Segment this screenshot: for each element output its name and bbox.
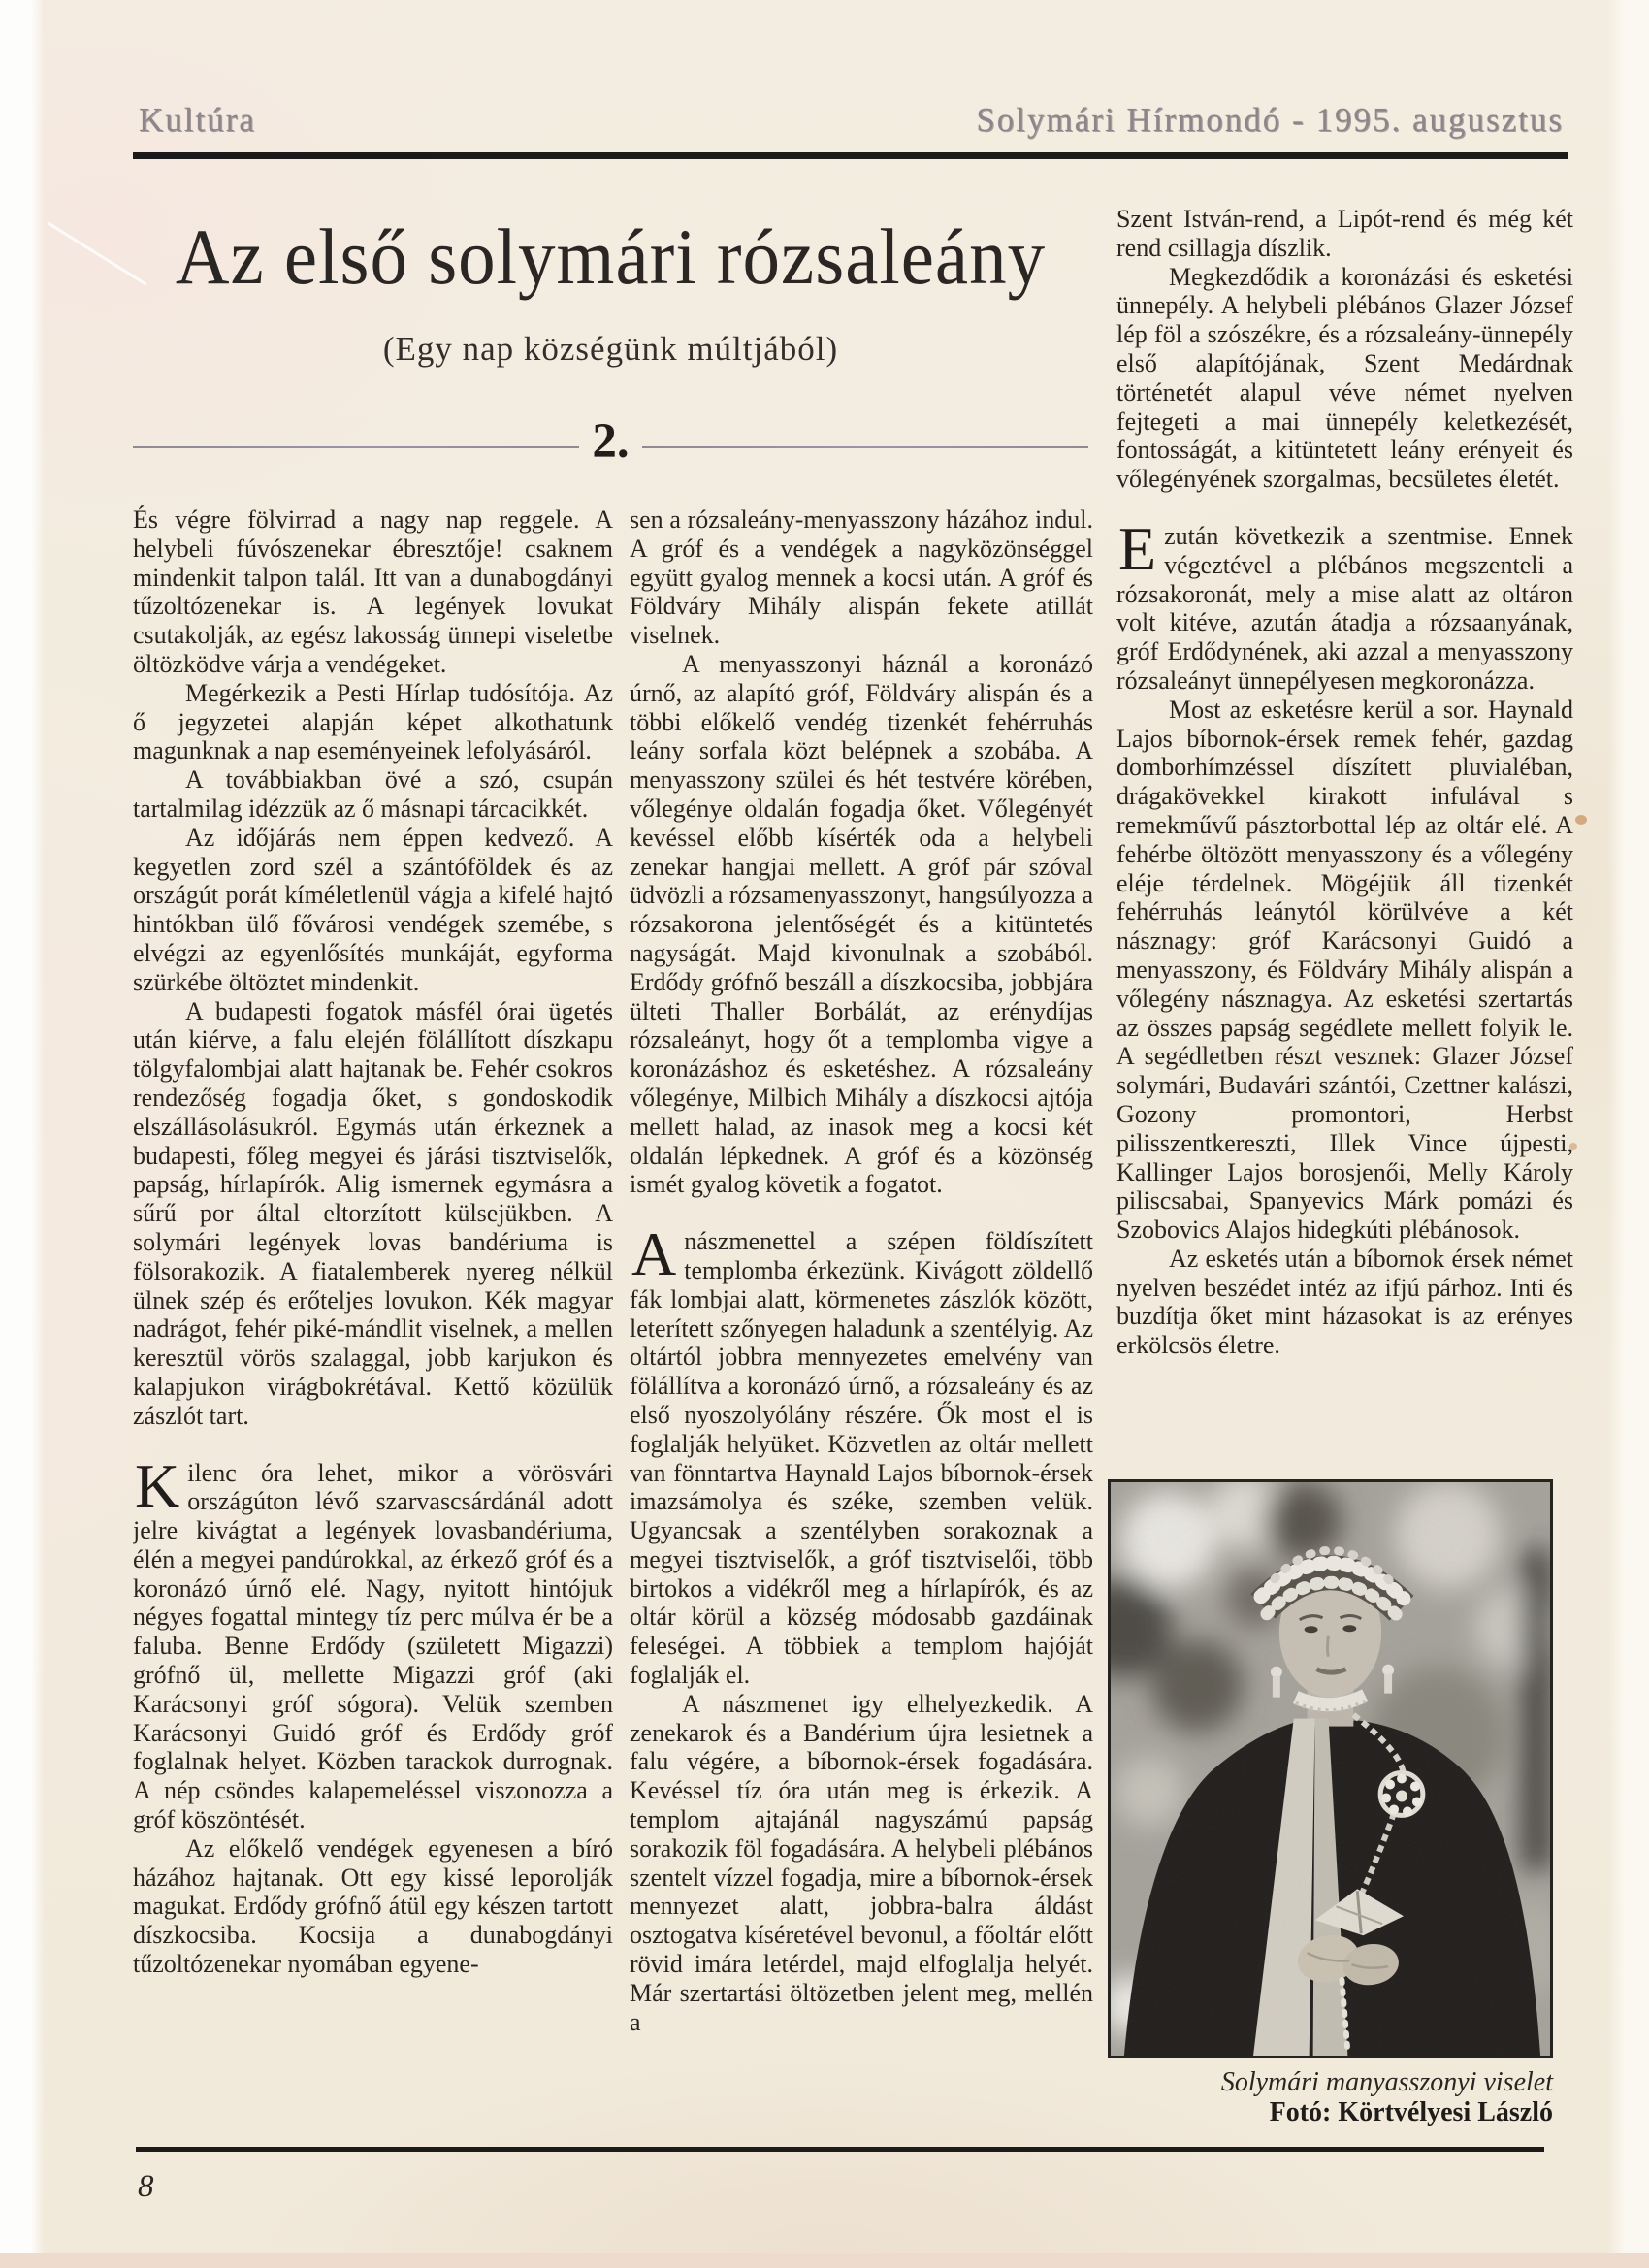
- paragraph: Anászmenettel a szépen földíszített templomba érkezünk. Kivágott zöldellő fák lombjai alatt, körmenetes zászlók között, leterített szőnyegen haladunk a szentélyig. Az oltártól jobbra mennyezetes emelvény van fölállítva a koronázó úrnő, a rózsaleány és az első nyoszolyólány részére. Ők most el is foglalják helyüket. Közvetlen az oltár mellett van fönntartva Haynald Lajos bíbornok-érsek imazsámolya és széke, szemben velük. Ugyancsak a szentélyben sorakoznak a megyei tisztviselők, a gróf tisztviselői, több birtokos a vidékről meg a hírlapírók, és az oltár körül a község módosabb gazdáinak feleségei. A többiek a templom hajóját foglalják el.: [630, 1219, 1093, 1690]
- caption-title: Solymári manyasszonyi viselet: [1220, 2067, 1553, 2097]
- part-rule-right: [642, 446, 1088, 448]
- paragraph: sen a rózsaleány-menyasszony házához indul. A gróf és a vendégek a nagyközönséggel együtt gyalog mennek a kocsi után. A gróf és Földváry Mihály alispán fekete atillát viselnek.: [630, 505, 1093, 650]
- article-subtitle: (Egy nap községünk múltjából): [382, 330, 839, 368]
- paragraph: Megérkezik a Pesti Hírlap tudósítója. Az ő jegyzetei alapján képet alkothatunk magunknak a nap eseményeinek lefolyásáról.: [133, 678, 613, 765]
- text-column-3: [1116, 205, 1573, 1458]
- paragraph: Az időjárás nem éppen kedvező. A kegyetlen zord szél a szántóföldek és az országút porát kíméletlenül vágja a kifelé hajtó hintókban ülő fővárosi vendégek szemébe, s elvégzi az egyenlősítés munkáját, egyforma szürkébe öltöztet mindenkit.: [133, 823, 613, 996]
- footer-rule: [136, 2147, 1544, 2152]
- paragraph: És végre fölvirrad a nagy nap reggele. A helybeli fúvószenekar ébresztője! csaknem mindenkit talpon talál. Itt van a dunabogdányi tűzoltózenekar is. A legények lovukat csutakolják, az egész lakosság ünnepi viseletbe öltözködve várja a vendégeket.: [133, 505, 613, 678]
- text-column-1: [133, 505, 613, 2131]
- scan-edge-bottom: [0, 2253, 1649, 2268]
- part-number: 2.: [592, 414, 630, 469]
- scan-edge-left: [0, 0, 45, 2268]
- caption-credit: Fotó: Körtvélyesi László: [1269, 2097, 1553, 2127]
- article-title: Az első solymári rózsaleány: [175, 212, 1047, 302]
- paragraph: Ezután következik a szentmise. Ennek végeztével a plébános megszenteli a rózsakoronát, mely a mise alatt az oltáron volt kitéve, azután átadja a rózsaanyának, gróf Erdődynének, aki azzal a menyasszony rózsaleányt ünnepélyesen megkoronázza.: [1116, 513, 1573, 695]
- drop-cap: K: [135, 1450, 180, 1520]
- bride-photo-illustration: [1111, 1482, 1550, 2056]
- section-label: Kultúra: [139, 101, 256, 139]
- photo-caption: [1107, 2067, 1553, 2127]
- part-heading: [133, 414, 1088, 476]
- paragraph: Most az esketésre kerül a sor. Haynald Lajos bíbornok-érsek remek fehér, gazdag domborhímzéssel díszített pluvialéban, drágakövekkel kirakott infulával s remekművű pásztorbottal lép az oltár elé. A fehérbe öltözött menyasszony és a vőlegény eléje térdelnek. Mögéjük áll tizenkét fehérruhás leánytól körülvéve a két násznagy: gróf Karácsonyi Guidó a menyasszony, és Földváry Mihály alispán a vőlegény násznagya. Az esketési szertartás az összes papság segédlete mellett folyik le. A segédletben részt vesznek: Glazer József solymári, Budavári szántói, Czettner kalászi, Gozony promontori, Herbst pilisszentkereszti, Illek Vince újpesti, Kallinger Lajos borosjenői, Melly Károly piliscsabai, Spanyevics Márk pomázi és Szobovics Alajos hidegkúti plébánosok.: [1116, 695, 1573, 1245]
- paragraph: Szent István-rend, a Lipót-rend és még két rend csillagja díszlik.: [1116, 205, 1573, 262]
- paragraph: Megkezdődik a koronázási és esketési ünnepély. A helybeli plébános Glazer József lép föl a szószékre, és a rózsaleány-ünnepély első alapítójának, Szent Medárdnak történetét alapul véve német nyelven fejtegeti a mai ünnepély keletkezését, fontosságát, a kitüntetett leány erényeit és vőlegényének szorgalmas, becsületes életét.: [1116, 262, 1573, 494]
- paragraph: A menyasszonyi háznál a koronázó úrnő, az alapító gróf, Földváry alispán és a többi előkelő vendég tizenkét fehérruhás leány sorfala közt belépnek a szobába. A menyasszony szülei és hét testvére körében, vőlegénye oldalán fogadja őket. Vőlegényét kevéssel előbb kísérték oda a helybeli zenekar hangjai mellett. A gróf pár szóval üdvözli a rózsamenyasszonyt, hangsúlyozza a rózsakorona jelentőségét és a kitüntetés nagyságát. Majd kivonulnak a szobából. Erdődy grófnő beszáll a díszkocsiba, jobbjára ülteti Thaller Borbálát, az erénydíjas rózsaleányt, hogy őt a templomba vigye a koronázáshoz és esketéshez. A rózsaleány vőlegénye, Milbich Mihály a díszkocsi ajtója mellett halad, az inasok meg a kocsi két oldalán lépkednek. A gróf és a közönség ismét gyalog követik a fogatot.: [630, 649, 1093, 1199]
- scan-edge-right: [1608, 0, 1649, 2268]
- paragraph: Az előkelő vendégek egyenesen a bíró házához hajtanak. Ott egy kissé leporolják magukat. Erdődy grófnő átül egy készen tartott díszkocsiba. Kocsija a dunabogdányi tűzoltózenekar nyomában egyene-: [133, 1833, 613, 1979]
- drop-cap: A: [631, 1219, 677, 1289]
- paragraph: A továbbiakban övé a szó, csupán tartalmilag idézzük az ő másnapi tárcacikkét.: [133, 765, 613, 823]
- header-rule: [133, 152, 1568, 159]
- publication-title: Solymári Hírmondó - 1995. augusztus: [976, 101, 1564, 139]
- part-rule-left: [133, 446, 579, 448]
- paragraph: A budapesti fogatok másfél órai ügetés után kiérve, a falu elején fölállított díszkapu tölgyfalombjai alatt hajtanak be. Fehér csokros rendezőség fogadja őket, s gondoskodik elszállásolásukról. Egymás után érkeznek a budapesti, főleg megyei és járási tisztviselők, papság, hírlapírók. Alig ismernek egymásra a sűrű por által eltorzított külsejükben. A solymári legények lovas bandériuma is fölsorakozik. A fiatalemberek nyereg nélkül ülnek szép és erőteljes lovukon. Kék magyar nadrágot, fehér piké-mándlit viselnek, a mellen keresztül vörös szalaggal, jobb karjukon és kalapjukon virágbokrétával. Kettő közülük zászlót tart.: [133, 996, 613, 1430]
- drop-cap: E: [1118, 513, 1157, 583]
- bride-photo: [1108, 1479, 1553, 2058]
- page-number: 8: [138, 2169, 154, 2204]
- paragraph: Az esketés után a bíbornok érsek német nyelven beszédet intéz az ifjú párhoz. Inti és buzdítja őket mint házasokat is az erényes erkölcsös életre.: [1116, 1244, 1573, 1360]
- paper-stain: [1575, 815, 1587, 825]
- paragraph: A nászmenet igy elhelyezkedik. A zenekarok és a Bandérium újra lesietnek a falu végére, a bíbornok-érsek fogadására. Kevéssel tíz óra után meg is érkezik. A templom ajtajánál nagyszámú papság sorakozik föl fogadására. A helybeli plébános szentelt vízzel fogadja, mire a bíbornok-érsek mennyezet alatt, jobbra-balra áldást osztogatva kíséretével bevonul, a főoltár előtt rövid imára letérdel, majd elfoglalja helyét. Már szertartási öltözetben jelent meg, mellén a: [630, 1689, 1093, 2036]
- paragraph: Kilenc óra lehet, mikor a vörösvári országúton lévő szarvascsárdánál adott jelre kivágtat a legények lovasbandériuma, élén a megyei pandúrokkal, az érkező gróf és a koronázó úrnő elé. Nagy, nyitott hintójuk négyes fogattal mintegy tíz perc múlva ér be a faluba. Benne Erdődy (született Migazzi) grófnő ül, mellette Migazzi gróf (aki Karácsonyi gróf sógora). Velük szemben Karácsonyi Guidó gróf és Erdődy gróf foglalnak helyet. Közben tarackok durrognak. A nép csöndes kalapemeléssel viszonozza a gróf köszöntését.: [133, 1450, 613, 1834]
- text-column-2: [630, 505, 1093, 2077]
